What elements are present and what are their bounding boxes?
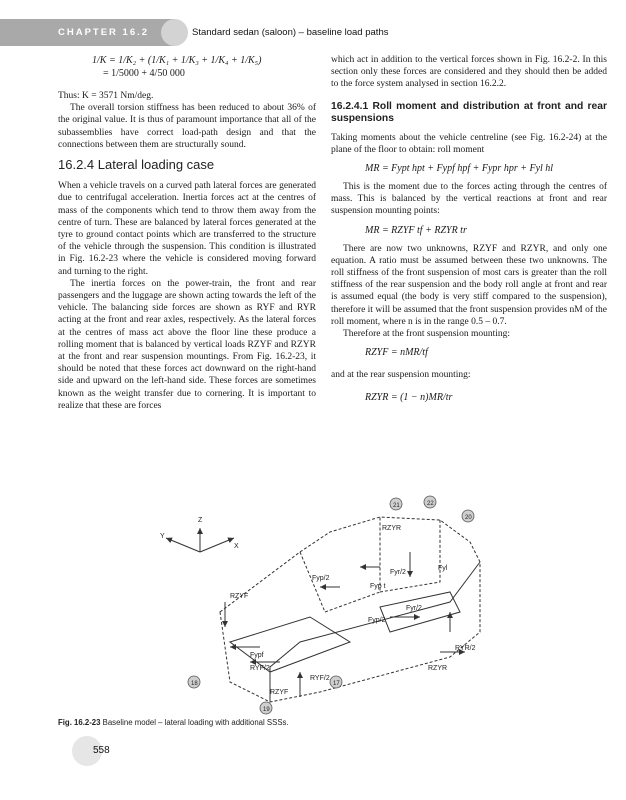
- figure-caption-text: Baseline model – lateral loading with additional SSSs.: [102, 718, 289, 727]
- node-label: 21: [393, 503, 400, 509]
- rear-subframe: [380, 592, 460, 632]
- force-label: RYF/2: [250, 665, 270, 672]
- axis-x-line: [200, 538, 234, 552]
- running-title: Standard sedan (saloon) – baseline load paths: [192, 27, 389, 38]
- chapter-label: CHAPTER 16.2: [58, 27, 150, 38]
- force-label: RYF/2: [310, 675, 330, 682]
- paragraph: which act in addition to the vertical forces shown in Fig. 16.2-2. In this section only these forces are considered and they should then be added to the force system analysed in section 16.2.2.: [331, 55, 607, 90]
- node-label: 19: [263, 707, 270, 713]
- paragraph: Taking moments about the vehicle centreline (see Fig. 16.2-24) at the plane of the floor to obtain: roll moment: [331, 132, 607, 155]
- axis-label: Z: [198, 517, 203, 524]
- force-label: RZYF: [270, 689, 289, 696]
- force-label: Fyp/2: [312, 575, 330, 582]
- force-label: Fyr/2: [406, 605, 422, 612]
- chapter-circle-decoration: [161, 19, 188, 46]
- paragraph: and at the rear suspension mounting:: [331, 370, 471, 381]
- force-label: Fyl: [438, 565, 448, 572]
- force-label: Fyp t: [370, 583, 386, 590]
- subsection-heading: 16.2.4.1 Roll moment and distribution at front and rear suspensions: [331, 100, 607, 125]
- node-label: 18: [191, 681, 198, 687]
- page-number: 558: [93, 745, 110, 756]
- body-outline: [220, 517, 480, 702]
- right-column: [331, 54, 607, 404]
- paragraph: The inertia forces on the power-train, the front and rear passengers and the luggage are shown acting towards the left of the vehicle. The balancing side forces are shown as RYF and RYR acting at the front and rear axles, respectively. As the lateral forces at the centres of mass act above the floor line these produce a rolling moment that is balanced by vertical loads RZYF and RZYR at the front and rear suspension mountings. From Fig. 16.2-23, it should be noted that these forces act downward on the right-hand side and upward on the left-hand side. These forces are sometimes known as the weight transfer due to cornering. It is important to realize that these are forces: [58, 278, 316, 411]
- paragraph: Therefore at the front suspension mounting:: [343, 329, 511, 340]
- node-label: 22: [427, 501, 434, 507]
- pillar-lines: [300, 517, 380, 612]
- force-label: RYR/2: [455, 645, 476, 652]
- section-heading: 16.2.4 Lateral loading case: [58, 157, 215, 173]
- equation-front-mounting: RZYF = nMR/tf: [365, 347, 428, 359]
- front-subframe: [230, 617, 350, 672]
- paragraph: The overall torsion stiffness has been reduced to about 36% of the original value. It is thus of paramount importance that all of the subassemblies have correct load-path design and that the connections between them are structurally sound.: [58, 103, 316, 150]
- equation-roll-moment-reactions: MR = RZYF tf + RZYR tr: [365, 224, 467, 236]
- vehicle-lateral-loading-diagram: [150, 492, 510, 724]
- axis-label: X: [234, 543, 239, 550]
- force-label: Fyr/2: [390, 569, 406, 576]
- paragraph: When a vehicle travels on a curved path lateral forces are generated due to centrifugal acceleration. Inertia forces act at the centres of mass of the components which tend to throw them away from the centre of turn. These are balanced by lateral forces generated at the tyre to ground contact points which are transferred to the structure of the vehicle through the suspension. This condition is illustrated in Fig. 16.2-23 where the vehicle is considered moving forward and turning to the right.: [58, 181, 316, 277]
- axis-y-line: [166, 538, 200, 552]
- result-line: Thus: K = 3571 Nm/deg.: [58, 91, 154, 101]
- force-label: RZYR: [382, 525, 402, 532]
- equation-rear-mounting: RZYR = (1 − n)MR/tr: [365, 392, 453, 404]
- left-column: [58, 54, 316, 412]
- axis-label: Y: [160, 533, 165, 540]
- force-label: RZYR: [428, 665, 448, 672]
- paragraph: This is the moment due to the forces acting through the centres of mass. This is balanced by the vertical reactions at front and rear suspension mounting points:: [331, 182, 607, 217]
- force-label: Fypf: [250, 652, 264, 659]
- node-label: 17: [333, 681, 340, 687]
- figure-caption-label: Fig. 16.2-23: [58, 718, 101, 727]
- force-label: Fyp/2: [368, 617, 386, 624]
- equation-stiffness: 1/K = 1/K₂ + (1/K₁ + 1/K₃ + 1/K₄ + 1/K₅): [92, 55, 262, 66]
- force-label: RZYF: [230, 593, 249, 600]
- figure-caption: [58, 718, 289, 727]
- equation-roll-moment: MR = Fypt hpt + Fypf hpf + Fypr hpr + Fyl hl: [365, 163, 554, 175]
- node-label: 20: [465, 515, 472, 521]
- equation-stiffness-values: = 1/5000 + 4/50 000: [103, 68, 185, 79]
- paragraph: There are now two unknowns, RZYF and RZYR, and only one equation. A ratio must be assumed between these two unknowns. The roll stiffness of the front suspension of most cars is greater than the roll stiffness of the rear suspension and the body roll angle at front and rear is assumed equal (the body is very stiff compared to the suspension), therefore it will be assumed that the front suspension provides nM of the roll moment, where n is in the range 0.5 – 0.7.: [331, 243, 607, 327]
